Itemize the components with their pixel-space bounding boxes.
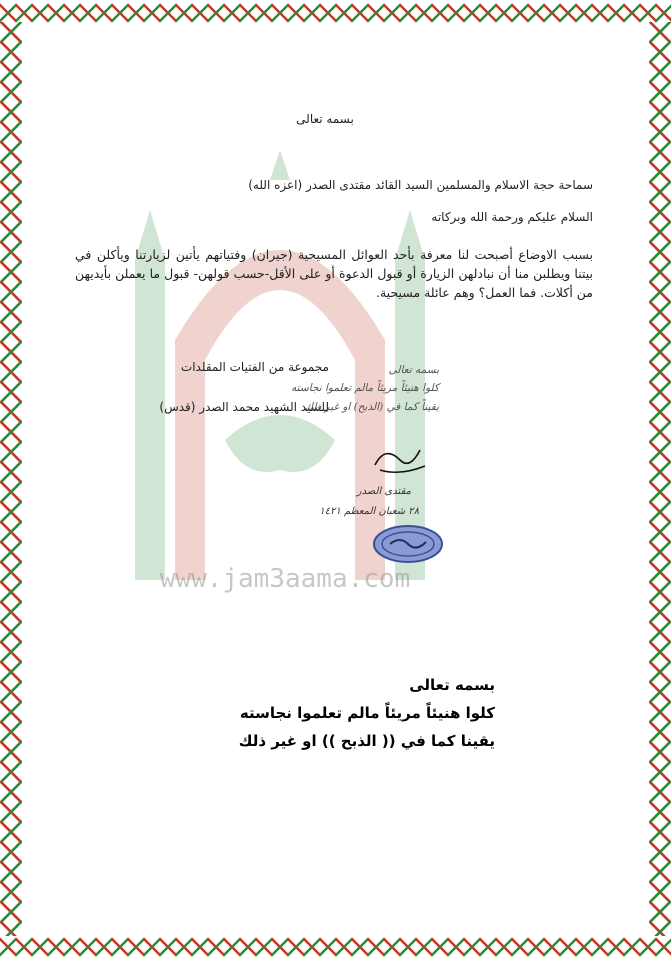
letter-greeting: السلام عليكم ورحمة الله وبركاته bbox=[431, 210, 593, 224]
answer-line1: بسمه تعالى bbox=[409, 676, 495, 694]
handwritten-line1: بسمه تعالى bbox=[388, 364, 439, 376]
letter-basmala: بسمه تعالى bbox=[296, 112, 354, 126]
letter-source-line1: مجموعة من الفتيات المقلدات bbox=[180, 360, 329, 374]
letter-source-line2: للسيد الشهيد محمد الصدر (قدس) bbox=[159, 400, 329, 414]
handwritten-date: ٢٨ شعبان المعظم ١٤٢١ bbox=[319, 506, 419, 517]
handwritten-line2: كلوا هنيئاً مريئاً مالم تعلموا نجاسته bbox=[291, 382, 439, 394]
decorative-border-bottom bbox=[0, 936, 671, 958]
official-seal-icon bbox=[372, 524, 444, 564]
watermark-site-text: www.jam3aama.com bbox=[159, 564, 411, 594]
letter-question: بسبب الاوضاع أصبحت لنا معرفة بأحد العوائل المسيحية (جيران) وفتياتهم يأتين لزيارتنا ويأكلن في بيتنا ويطلبن منا أن نبادلهن الزيارة أو قبول الدعوة أو على الأقل-حسب قولهن- قبول ما يعملن بأيديهن من أكلات. فما العمل؟ وهم عائلة مسيحية. bbox=[75, 247, 593, 300]
decorative-border-top bbox=[0, 2, 671, 24]
signature-icon bbox=[370, 440, 430, 480]
handwritten-line3: يقيناً كما في (الذبح) او غير ذلك bbox=[304, 401, 439, 413]
letter-addressee: سماحة حجة الاسلام والمسلمين السيد القائد مقتدى الصدر (اعزه الله) bbox=[248, 178, 593, 192]
decorative-border-left bbox=[0, 22, 22, 936]
answer-line3: يقينا كما في (( الذبح )) او غير ذلك bbox=[238, 732, 495, 750]
handwritten-signer: مقتدى الصدر bbox=[356, 486, 411, 497]
decorative-border-right bbox=[649, 22, 671, 936]
answer-line2: كلوا هنيئاً مريئاً مالم تعلموا نجاسته bbox=[239, 704, 495, 722]
